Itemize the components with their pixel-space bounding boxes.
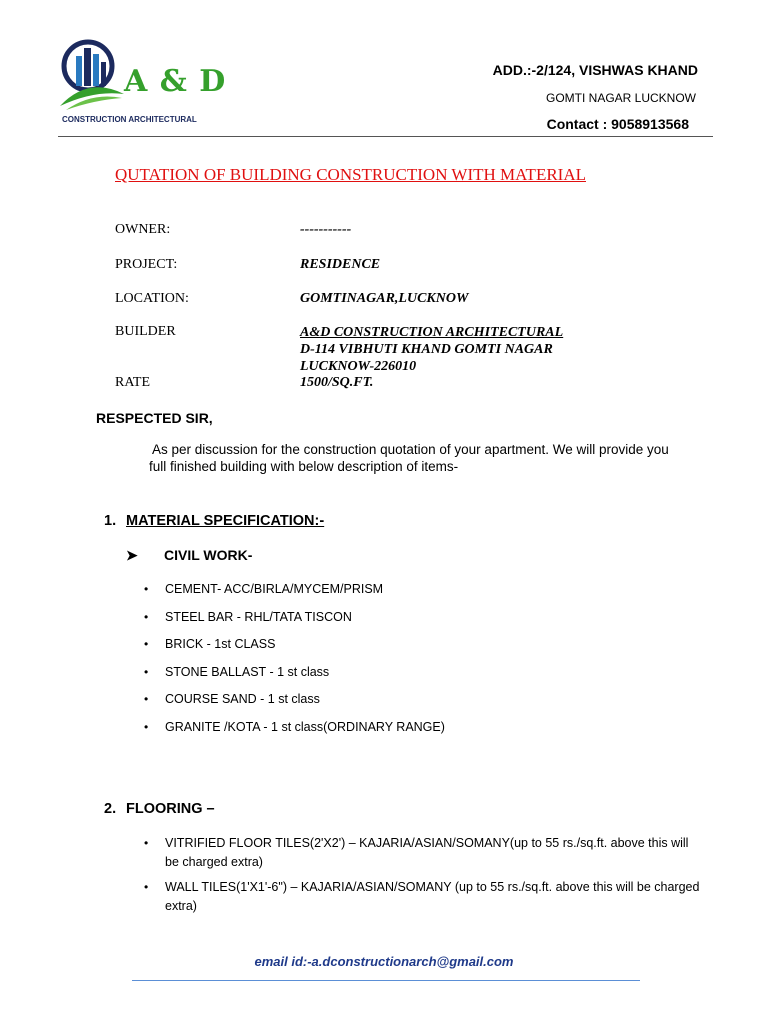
brand-name: A & D xyxy=(124,64,227,99)
address-line-1: ADD.:-2/124, VISHWAS KHAND xyxy=(492,62,698,78)
builder-value xyxy=(300,324,563,375)
contact-number: Contact : 9058913568 xyxy=(546,116,689,132)
company-logo xyxy=(58,36,228,128)
flooring-list xyxy=(165,834,705,922)
rate-label: RATE xyxy=(115,375,150,390)
footer-divider xyxy=(132,980,640,981)
header-divider xyxy=(58,136,713,137)
list-item: • VITRIFIED FLOOR TILES(2'X2') – KAJARIA/ASIAN/SOMANY(up to 55 rs./sq.ft. above this will be charged extra) xyxy=(165,834,705,872)
brand-tagline: CONSTRUCTION ARCHITECTURAL xyxy=(62,115,197,124)
builder-address-line-1: D-114 VIBHUTI KHAND GOMTI NAGAR xyxy=(300,342,553,357)
arrow-bullet-icon: ➤ xyxy=(126,547,138,563)
list-item: • WALL TILES(1'X1'-6") – KAJARIA/ASIAN/SOMANY (up to 55 rs./sq.ft. above this will be charged extra) xyxy=(165,878,705,916)
list-item: • GRANITE /KOTA - 1 st class(ORDINARY RANGE) xyxy=(165,718,445,746)
salutation: RESPECTED SIR, xyxy=(96,410,213,426)
location-value: GOMTINAGAR,LUCKNOW xyxy=(300,291,469,306)
intro-line-1: As per discussion for the construction quotation of your apartment. We will provide you xyxy=(152,442,669,457)
section-number: 1. xyxy=(104,513,117,529)
list-item: • COURSE SAND - 1 st class xyxy=(165,690,445,718)
builder-address-line-2: LUCKNOW-226010 xyxy=(300,359,417,374)
project-label: PROJECT: xyxy=(115,257,178,272)
project-value: RESIDENCE xyxy=(300,257,381,272)
owner-value: ----------- xyxy=(300,222,352,237)
rate-value: 1500/SQ.FT. xyxy=(300,375,374,390)
section-flooring-heading xyxy=(104,801,215,817)
builder-name: A&D CONSTRUCTION ARCHITECTURAL xyxy=(300,325,564,340)
section-material-heading xyxy=(104,513,324,529)
address-line-2: GOMTI NAGAR LUCKNOW xyxy=(545,91,696,105)
section-title: MATERIAL SPECIFICATION:- xyxy=(126,513,325,529)
list-item: • STONE BALLAST - 1 st class xyxy=(165,663,445,691)
list-item: • STEEL BAR - RHL/TATA TISCON xyxy=(165,608,445,636)
subsection-civil-work xyxy=(126,547,252,564)
section-title: FLOORING – xyxy=(126,801,215,817)
building-logo-icon xyxy=(58,36,128,116)
section-number: 2. xyxy=(104,801,117,817)
subsection-title: CIVIL WORK- xyxy=(164,547,253,563)
intro-line-2: full finished building with below description of items- xyxy=(149,459,459,474)
civil-work-list xyxy=(165,580,445,746)
document-title: QUTATION OF BUILDING CONSTRUCTION WITH MATERIAL xyxy=(115,165,586,184)
location-label: LOCATION: xyxy=(115,291,189,306)
owner-label: OWNER: xyxy=(115,222,171,237)
intro-paragraph xyxy=(149,441,709,475)
builder-label: BUILDER xyxy=(115,324,176,339)
list-item: • CEMENT- ACC/BIRLA/MYCEM/PRISM xyxy=(165,580,445,608)
list-item: • BRICK - 1st CLASS xyxy=(165,635,445,663)
footer-email: email id:-a.dconstructionarch@gmail.com xyxy=(254,954,514,969)
